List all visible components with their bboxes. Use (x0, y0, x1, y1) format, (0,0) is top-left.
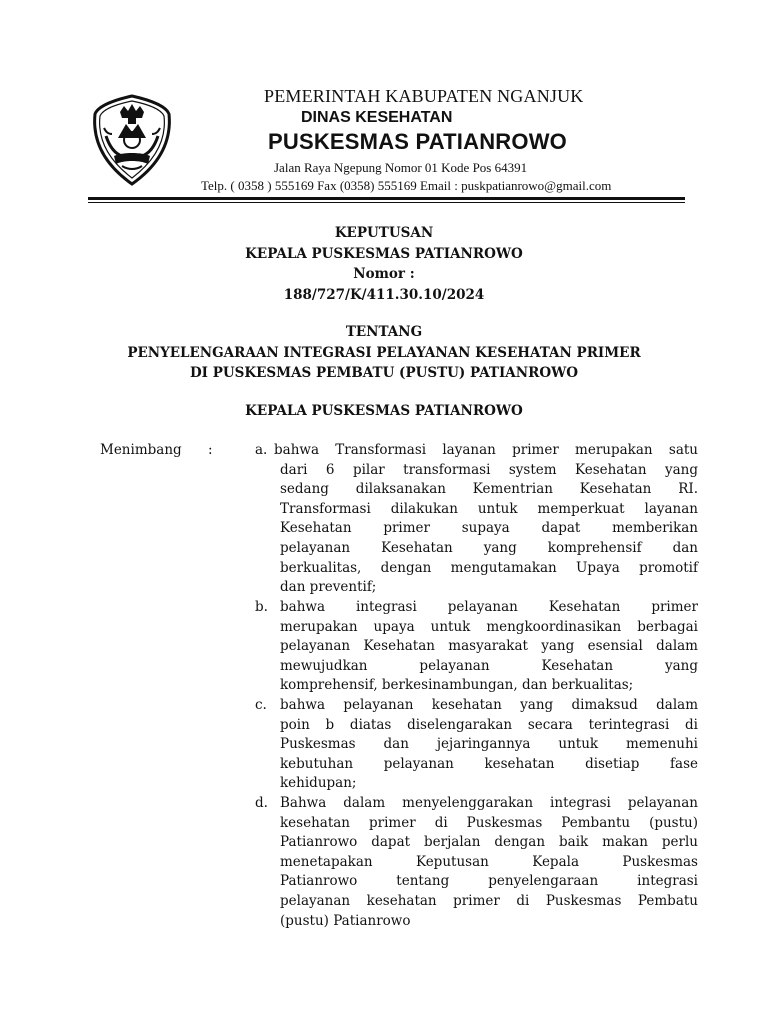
item-line: Bahwa dalam menyelenggarakan integrasi pelayanan (280, 795, 698, 811)
institution-address: Jalan Raya Ngepung Nomor 01 Kode Pos 64391 (274, 160, 528, 175)
item-line: mewujudkan pelayanan Kesehatan yang (280, 657, 698, 674)
item-text (280, 598, 698, 696)
item-line: berkualitas, dengan mengutamakan Upaya promotif (280, 559, 698, 576)
considering-label: Menimbang (100, 442, 182, 458)
decree-issuer: KEPALA PUSKESMAS PATIANROWO (245, 245, 523, 262)
institution-name: PUSKESMAS PATIANROWO (268, 129, 567, 154)
decree-number-label: Nomor : (353, 266, 415, 282)
subject-label: TENTANG (345, 324, 423, 340)
institution-contact: Telp. ( 0358 ) 555169 Fax (0358) 555169 Email : puskpatianrowo@gmail.com (201, 178, 612, 193)
decree-subject-block (0, 322, 768, 384)
item-line: pelayanan Kesehatan yang komprehensif dan (280, 539, 698, 556)
item-line: Patianrowo dapat berjalan dengan baik makan perlu (280, 834, 698, 851)
letterhead-divider-thick (88, 197, 685, 200)
item-line: komprehensif, berkesinambungan, dan berkualitas; (280, 677, 634, 694)
item-line: dari 6 pilar transformasi system Kesehatan yang (280, 461, 698, 478)
item-line: bahwa pelayanan kesehatan yang dimaksud dalam (280, 697, 698, 713)
head-title-block (0, 401, 768, 422)
item-line: pelayanan kesehatan primer di Puskesmas Pembatu (280, 892, 698, 909)
item-line: Patianrowo tentang penyelengaraan integrasi (280, 873, 698, 890)
item-line: kebutuhan pelayanan kesehatan disetiap fase (280, 755, 698, 772)
decree-title-block (0, 223, 768, 305)
item-text (280, 461, 698, 598)
item-text (280, 794, 698, 931)
item-line: pelayanan Kesehatan masyarakat yang esensial dalam (280, 638, 698, 655)
letterhead-divider-thin (88, 202, 685, 203)
item-line: Kesehatan primer supaya dapat memberikan (280, 520, 698, 537)
item-letter: c. (255, 697, 267, 713)
item-letter: d. (255, 795, 268, 811)
item-line: kesehatan primer di Puskesmas Pembantu (pustu) (280, 814, 698, 831)
item-line: merupakan upaya untuk mengkoordinasikan berbagai (280, 618, 698, 635)
item-text (280, 696, 698, 794)
subject-line: PENYELENGARAAN INTEGRASI PELAYANAN KESEHATAN PRIMER (127, 344, 641, 361)
decree-number: 188/727/K/411.30.10/2024 (283, 286, 485, 303)
item-line: Transformasi dilakukan untuk memperkuat layanan (280, 500, 698, 517)
head-title: KEPALA PUSKESMAS PATIANROWO (245, 403, 523, 419)
item-line: sedang dilaksanakan Kementrian Kesehatan RI. (280, 481, 698, 498)
subject-line: DI PUSKESMAS PEMBATU (PUSTU) PATIANROWO (189, 365, 579, 381)
department-name: DINAS KESEHATAN (301, 109, 453, 126)
item-line: Puskesmas dan jejaringannya untuk memenuhi (280, 736, 698, 753)
item-line: kehidupan; (280, 775, 357, 792)
item-line: dan preventif; (280, 579, 377, 596)
item-line: bahwa integrasi pelayanan Kesehatan primer (280, 599, 698, 615)
item-letter: a. (255, 442, 268, 458)
item-text (274, 441, 698, 461)
item-line: bahwa Transformasi layanan primer merupakan satu (274, 442, 698, 458)
item-letter: b. (255, 599, 268, 615)
considering-colon: : (208, 442, 213, 458)
government-name: PEMERINTAH KABUPATEN NGANJUK (264, 86, 584, 106)
item-line: poin b diatas diselengarakan secara terintegrasi di (280, 716, 698, 733)
letterhead (88, 80, 688, 204)
item-line: (pustu) Patianrowo (280, 912, 411, 929)
decree-type: KEPUTUSAN (334, 225, 434, 241)
nganjuk-regency-emblem-icon (92, 94, 172, 186)
item-line: menetapakan Keputusan Kepala Puskesmas (280, 853, 698, 870)
